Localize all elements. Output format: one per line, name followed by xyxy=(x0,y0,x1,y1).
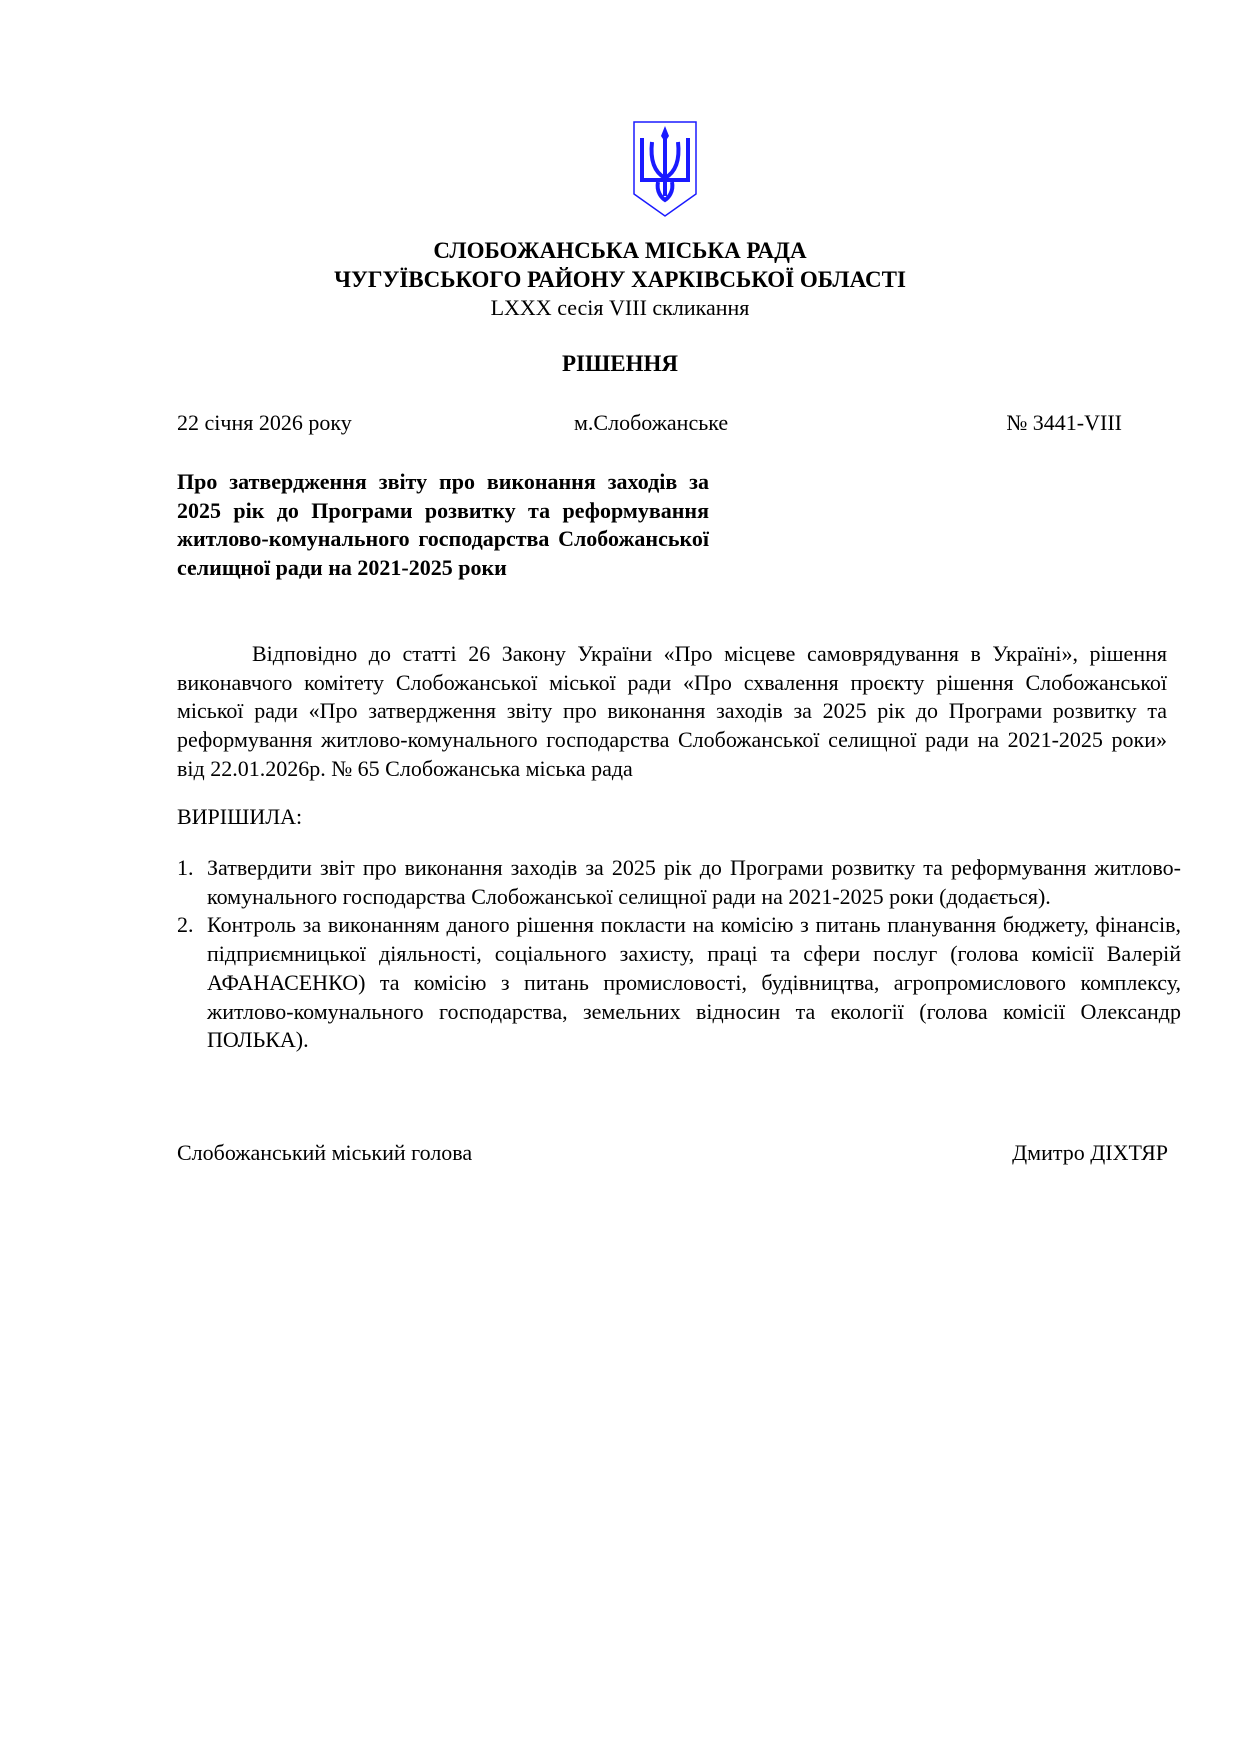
document-type: РІШЕННЯ xyxy=(562,351,678,376)
decision-place: м.Слобожанське xyxy=(574,410,729,435)
item-text: Затвердити звіт про виконання заходів за 2025 рік до Програми розвитку та реформування житлово-комунального господарства Слобожанської селищної ради на 2021-2025 роки (додається). xyxy=(207,855,1181,909)
coat-of-arms-icon xyxy=(632,120,698,218)
item-text: Контроль за виконанням даного рішення покласти на комісію з питань планування бюджету, фінансів, підприємницької діяльності, соціального захисту, праці та сфери послуг (голова комісії Валерій АФАНАСЕНКО) та комісію з питань промисловості, будівництва, агропромислового комплексу, житлово-комунального господарства, земельних відносин та екології (голова комісії Олександр ПОЛЬКА). xyxy=(207,912,1181,1053)
signatory-name: Дмитро ДІХТЯР xyxy=(1012,1140,1168,1165)
decision-item xyxy=(177,911,1181,1055)
session-info: LXXX сесія VIII скликання xyxy=(490,295,750,320)
item-number: 1. xyxy=(177,855,194,880)
resolved-label: ВИРІШИЛА: xyxy=(177,804,303,829)
decision-item xyxy=(177,854,1181,911)
decision-items xyxy=(177,854,1181,1055)
item-number: 2. xyxy=(177,912,194,938)
decision-date: 22 січня 2026 року xyxy=(177,410,352,435)
decision-number: № 3441-VIII xyxy=(1006,410,1122,435)
signatory-position: Слобожанський міський голова xyxy=(177,1140,473,1165)
decision-title: Про затвердження звіту про виконання заходів за 2025 рік до Програми розвитку та реформування житлово-комунального господарства Слобожанської селищної ради на 2021-2025 роки xyxy=(177,469,709,581)
council-name: СЛОБОЖАНСЬКА МІСЬКА РАДА xyxy=(433,238,807,263)
preamble-paragraph: Відповідно до статті 26 Закону України «Про місцеве самоврядування в Україні», рішення виконавчого комітету Слобожанської міської ради «Про схвалення проєкту рішення Слобожанської міської ради «Про затвердження звіту про виконання заходів за 2025 рік до Програми розвитку та реформування житлово-комунального господарства Слобожанської селищної ради на 2021-2025 роки» від 22.01.2026р. № 65 Слобожанська міська рада xyxy=(177,641,1167,781)
district-region: ЧУГУЇВСЬКОГО РАЙОНУ ХАРКІВСЬКОЇ ОБЛАСТІ xyxy=(334,267,906,292)
